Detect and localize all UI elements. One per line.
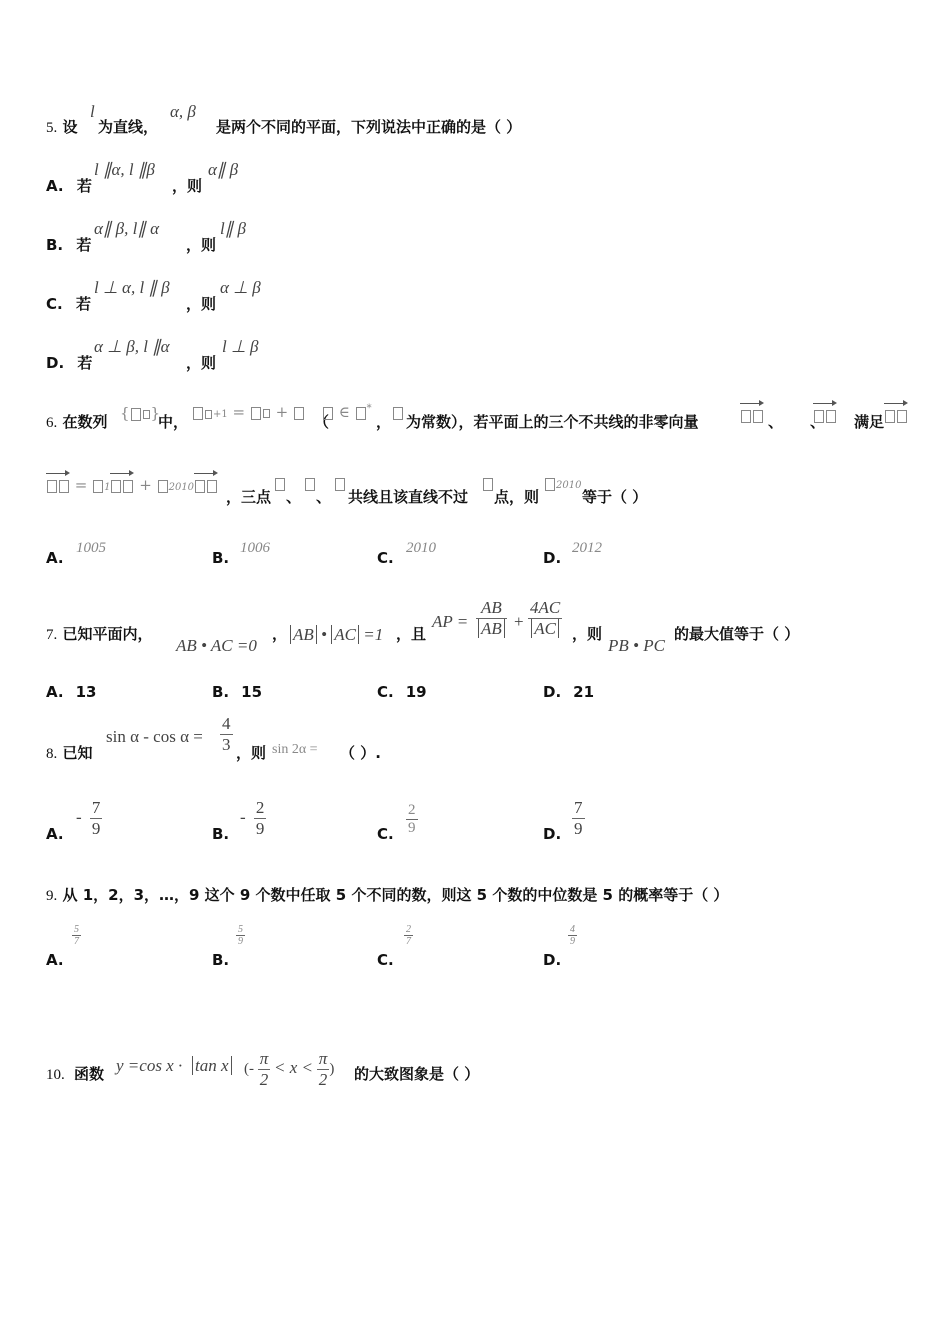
- q8-text-2: ，则: [236, 744, 267, 762]
- q8-option-b-label[interactable]: B.: [212, 825, 230, 843]
- q6-sub-1: 1: [104, 482, 111, 493]
- q6-text-9: 点，则: [494, 488, 540, 506]
- q10-text-1: 函数: [73, 1065, 104, 1083]
- option-label: B.: [212, 549, 230, 567]
- q9-b-num: 5: [238, 924, 243, 935]
- q5-d-cond: α ⊥ β, l ∥α: [94, 337, 170, 356]
- q9-option-d-label[interactable]: D.: [543, 951, 562, 969]
- option-label: A.: [46, 549, 64, 567]
- q5-a-cond: l ∥α, l ∥β: [94, 160, 155, 179]
- q7-frac-ac: [528, 598, 562, 639]
- q5-option-a[interactable]: [46, 175, 92, 196]
- q8-d-num: 7: [574, 798, 583, 817]
- q8-option-d-value: [572, 798, 585, 839]
- q8-sin2a: sin 2α =: [272, 742, 318, 757]
- q6-vec-oa: [740, 402, 764, 425]
- q7-text-5: 的最大值等于（ ）: [674, 625, 800, 643]
- q8-c-den: 9: [408, 820, 416, 836]
- q5-a-res: α∥ β: [208, 160, 239, 179]
- q8-frac-num: 4: [222, 714, 231, 733]
- q6-number: 6.: [46, 415, 58, 431]
- q6-b-val: 1006: [240, 540, 270, 556]
- q9-option-a-value: [72, 924, 81, 947]
- q7-option-c[interactable]: [377, 683, 427, 701]
- q8-option-b-value: [240, 798, 266, 839]
- q5-c-cond: l ⊥ α, l ∥ β: [94, 278, 170, 297]
- q9-option-c-label[interactable]: C.: [377, 951, 394, 969]
- q6-text-3: （: [314, 413, 330, 431]
- q8-frac-den: 3: [222, 735, 231, 754]
- q7-option-a[interactable]: [46, 683, 96, 701]
- q5-b-cond: α∥ β, l∥ α: [94, 219, 160, 238]
- option-label: A.: [46, 177, 64, 195]
- q9-option-b-value: [236, 924, 245, 947]
- q7-text-4: ，则: [572, 625, 603, 643]
- q7-norms: AB • AC =1: [290, 625, 383, 645]
- q6-vector-eq: = 1 + 2010: [46, 472, 218, 494]
- option-value: 15: [241, 683, 263, 701]
- q7-frac-ab: [476, 598, 507, 639]
- q7-dot-product: AB • AC =0: [176, 636, 257, 655]
- q9-c-den: 7: [406, 936, 411, 947]
- q7-ap: AP =: [432, 612, 469, 631]
- option-ruo: 若: [77, 354, 93, 372]
- q7-text-1: 已知平面内，: [62, 625, 153, 643]
- q5-text-2: 为直线，: [98, 118, 159, 136]
- q9-option-a-label[interactable]: A.: [46, 951, 64, 969]
- q5-alpha-beta: α, β: [170, 102, 196, 121]
- q6-vec-oc: [884, 402, 908, 425]
- option-label: B.: [46, 236, 64, 254]
- q7-option-b[interactable]: [212, 683, 262, 701]
- q8-a-sign: -: [76, 807, 82, 827]
- q8-expr: sin α - cos α =: [106, 727, 203, 746]
- q7-ac-num: 4AC: [530, 598, 561, 617]
- q10-tan: tan x: [192, 1056, 232, 1075]
- q6-text-5: 为常数），若平面上的三个不共线的非零向量: [406, 413, 699, 431]
- q10-pi-1: π: [259, 1049, 269, 1068]
- q8-text-1: 已知: [62, 744, 93, 762]
- q9-option-c-value: [404, 924, 413, 947]
- q10-two-1: 2: [259, 1070, 269, 1089]
- q10-pi-2: π: [318, 1049, 328, 1068]
- q6-option-d[interactable]: [543, 549, 561, 567]
- option-label: C.: [377, 683, 394, 701]
- option-label: C.: [46, 295, 63, 313]
- q6-sep-3: 、: [286, 488, 302, 506]
- q7-text-2: ，: [272, 625, 288, 643]
- q8-c-num: 2: [408, 802, 416, 818]
- q7-line: [46, 623, 153, 644]
- q7-text-3: ，且: [396, 625, 427, 643]
- q9-a-den: 7: [74, 936, 79, 947]
- q5-option-d[interactable]: [46, 352, 92, 373]
- q6-sub-2010: 2010: [168, 482, 195, 493]
- q10-abs-tan: [192, 1056, 232, 1076]
- q7-plus: +: [514, 612, 524, 631]
- q7-pbpc: PB • PC: [608, 636, 665, 655]
- option-label: B.: [212, 683, 230, 701]
- q9-option-b-label[interactable]: B.: [212, 951, 230, 969]
- q5-d-ze: ，则: [186, 354, 217, 372]
- q7-ab-den: AB: [478, 619, 505, 638]
- q9-text: 从 1，2，3，…，9 这个 9 个数中任取 5 个不同的数，则这 5 个数的中位数是 5 的概率等于（ ）: [62, 886, 729, 904]
- q5-text-3: 是两个不同的平面，下列说法中正确的是（ ）: [216, 118, 522, 136]
- q6-point-a: [274, 474, 286, 493]
- q6-text-1: 在数列: [62, 413, 108, 431]
- q6-option-c[interactable]: [377, 549, 394, 567]
- option-label: D.: [46, 354, 65, 372]
- q10-text-2: 的大致图象是（ ）: [354, 1065, 480, 1083]
- q10-expr: y =cos x ·: [116, 1056, 183, 1075]
- q8-option-a-value: [76, 798, 102, 839]
- q6-d-val: 2012: [572, 540, 602, 556]
- q6-sep-2: 、: [810, 413, 826, 431]
- q6-text-10: 等于（ ）: [582, 488, 648, 506]
- option-label: D.: [543, 549, 562, 567]
- q5-number: 5.: [46, 120, 58, 136]
- q10-line: [46, 1063, 104, 1084]
- option-ruo: 若: [76, 236, 92, 254]
- q8-a-den: 9: [91, 819, 101, 838]
- q8-b-sign: -: [240, 807, 246, 827]
- option-value: 19: [405, 683, 427, 701]
- q9-option-d-value: [568, 924, 577, 947]
- q10-number: 10.: [46, 1067, 65, 1083]
- q7-norm-eq: =1: [363, 625, 384, 644]
- q8-option-a-label[interactable]: A.: [46, 825, 64, 843]
- q6-const: [392, 403, 404, 422]
- q5-line: [46, 116, 78, 137]
- q5-c-ze: ，则: [186, 295, 217, 313]
- q6-seq-an: { }: [120, 404, 161, 422]
- q8-d-den: 9: [574, 819, 583, 838]
- q9-number: 9.: [46, 888, 58, 904]
- q6-point-o: [482, 474, 494, 493]
- q6-sep-1: 、: [768, 413, 784, 431]
- q9-d-num: 4: [570, 924, 575, 935]
- option-label: D.: [543, 683, 562, 701]
- q8-text-3: （ ）.: [340, 744, 381, 762]
- q6-sep-4: 、: [316, 488, 332, 506]
- q10-lt: < x <: [274, 1057, 314, 1077]
- q5-a-ze: ，则: [172, 177, 203, 195]
- q8-line: [46, 742, 93, 763]
- q7-ac-den: AC: [531, 619, 559, 638]
- q6-s2010: [544, 474, 581, 492]
- q6-sub-2010-b: 2010: [556, 480, 582, 491]
- q5-option-b[interactable]: [46, 234, 91, 255]
- q8-frac: [220, 714, 233, 755]
- q5-line-l: l: [90, 102, 95, 121]
- q7-ab-num: AB: [481, 598, 502, 617]
- q10-range-right: ): [329, 1060, 335, 1077]
- q6-a-val: 1005: [76, 540, 106, 556]
- q9-b-den: 9: [238, 936, 243, 947]
- q7-option-d[interactable]: [543, 683, 594, 701]
- q6-text-8: 共线且该直线不过: [348, 488, 469, 506]
- q6-point-b: [304, 474, 316, 493]
- option-ruo: 若: [75, 295, 91, 313]
- q5-b-ze: ，则: [186, 236, 217, 254]
- option-label: A.: [46, 683, 64, 701]
- q6-text-6: 满足: [854, 413, 885, 431]
- q8-a-num: 7: [91, 798, 101, 817]
- q8-option-d-label[interactable]: D.: [543, 825, 562, 843]
- q7-number: 7.: [46, 627, 58, 643]
- option-label: C.: [377, 549, 394, 567]
- q6-option-b[interactable]: [212, 549, 229, 567]
- option-value: 21: [573, 683, 595, 701]
- q5-c-res: α ⊥ β: [220, 278, 261, 297]
- option-ruo: 若: [76, 177, 92, 195]
- q6-text-4: ，: [376, 413, 392, 431]
- q10-two-2: 2: [318, 1070, 328, 1089]
- q9-a-num: 5: [74, 924, 79, 935]
- q8-number: 8.: [46, 746, 58, 762]
- q9-line: [46, 884, 728, 905]
- q5-text-1: 设: [62, 118, 78, 136]
- q6-line-1: [46, 411, 108, 432]
- q8-option-c-value: [406, 802, 418, 837]
- q8-b-den: 9: [255, 819, 265, 838]
- q6-c-val: 2010: [406, 540, 436, 556]
- q6-recurrence: +1 = +: [192, 403, 305, 421]
- q6-text-2: 中，: [158, 413, 189, 431]
- q6-domain: ∈ *: [322, 403, 372, 421]
- q6-option-a[interactable]: [46, 549, 64, 567]
- q9-c-num: 2: [406, 924, 411, 935]
- option-value: 13: [75, 683, 97, 701]
- q6-text-7: ，三点: [226, 488, 272, 506]
- q8-option-c-label[interactable]: C.: [377, 825, 394, 843]
- q10-range-left: (-: [244, 1060, 254, 1077]
- q6-point-c: [334, 474, 346, 493]
- q5-d-res: l ⊥ β: [222, 337, 259, 356]
- q9-d-den: 9: [570, 936, 575, 947]
- q10-range: [244, 1049, 334, 1090]
- q5-b-res: l∥ β: [220, 219, 246, 238]
- q5-option-c[interactable]: [46, 293, 91, 314]
- q8-b-num: 2: [255, 798, 265, 817]
